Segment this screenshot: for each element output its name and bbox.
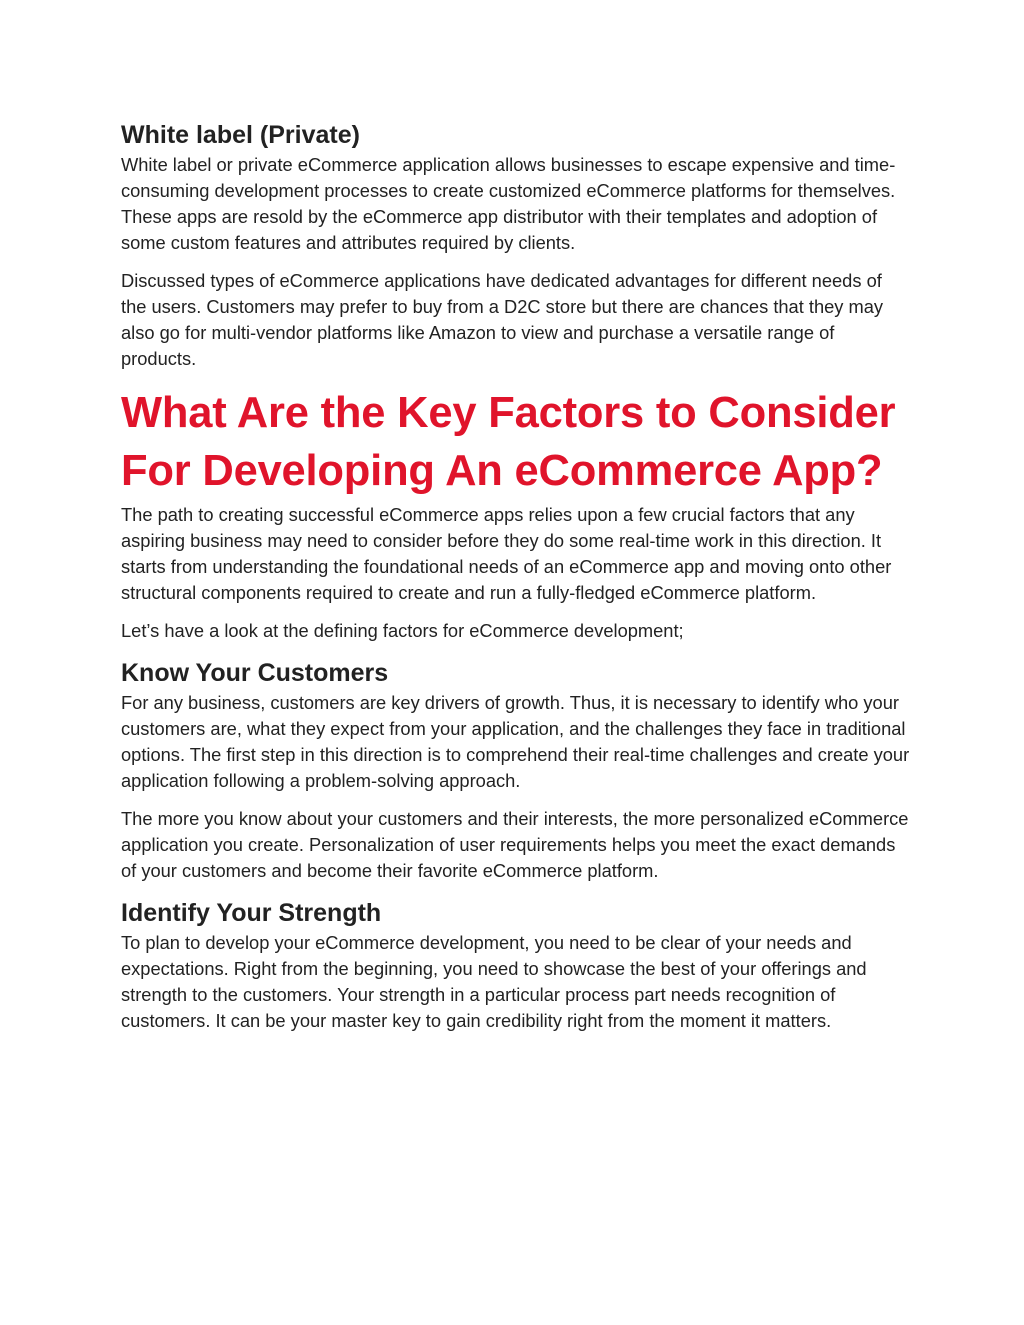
paragraph: The more you know about your customers and their interests, the more personalized eCommerce application you create. Personalization of user requirements helps you meet the exact demands of your customers and become their favorite eCommerce platform.	[121, 808, 909, 881]
section-heading-know-customers: Know Your Customers	[121, 659, 389, 687]
paragraph: For any business, customers are key drivers of growth. Thus, it is necessary to identify who your customers are, what they expect from your application, and the challenges they face in traditional options. The first step in this direction is to comprehend their real-time challenges and create your application following a problem-solving approach.	[121, 692, 910, 791]
section-know-customers	[121, 656, 911, 884]
paragraph: The path to creating successful eCommerce apps relies upon a few crucial factors that any aspiring business may need to consider before they do some real-time work in this direction. It starts from understanding the foundational needs of an eCommerce app and moving onto other structural components required to create and run a fully-fledged eCommerce platform.	[121, 504, 892, 603]
paragraph: White label or private eCommerce application allows businesses to escape expensive and time-consuming development processes to create customized eCommerce platforms for themselves. These apps are resold by the eCommerce app distributor with their templates and adoption of some custom features and attributes required by clients.	[121, 154, 896, 253]
section-heading-identify-strength: Identify Your Strength	[121, 899, 382, 927]
paragraph: Let’s have a look at the defining factors for eCommerce development;	[121, 620, 684, 641]
section-heading-white-label: White label (Private)	[121, 121, 360, 149]
paragraph: Discussed types of eCommerce applications have dedicated advantages for different needs of the users. Customers may prefer to buy from a D2C store but there are chances that they may also go for multi-vendor platforms like Amazon to view and purchase a versatile range of products.	[121, 270, 884, 369]
section-white-label	[121, 118, 911, 372]
paragraph: To plan to develop your eCommerce development, you need to be clear of your needs and expectations. Right from the beginning, you need to showcase the best of your offerings and strength to the customers. Your strength in a particular process part needs recognition of customers. It can be your master key to gain credibility right from the moment it matters.	[121, 932, 867, 1031]
document-page	[121, 118, 911, 1046]
section-key-factors	[121, 384, 911, 644]
main-heading-key-factors: What Are the Key Factors to Consider For Developing An eCommerce App?	[121, 389, 896, 495]
section-identify-strength	[121, 896, 911, 1034]
